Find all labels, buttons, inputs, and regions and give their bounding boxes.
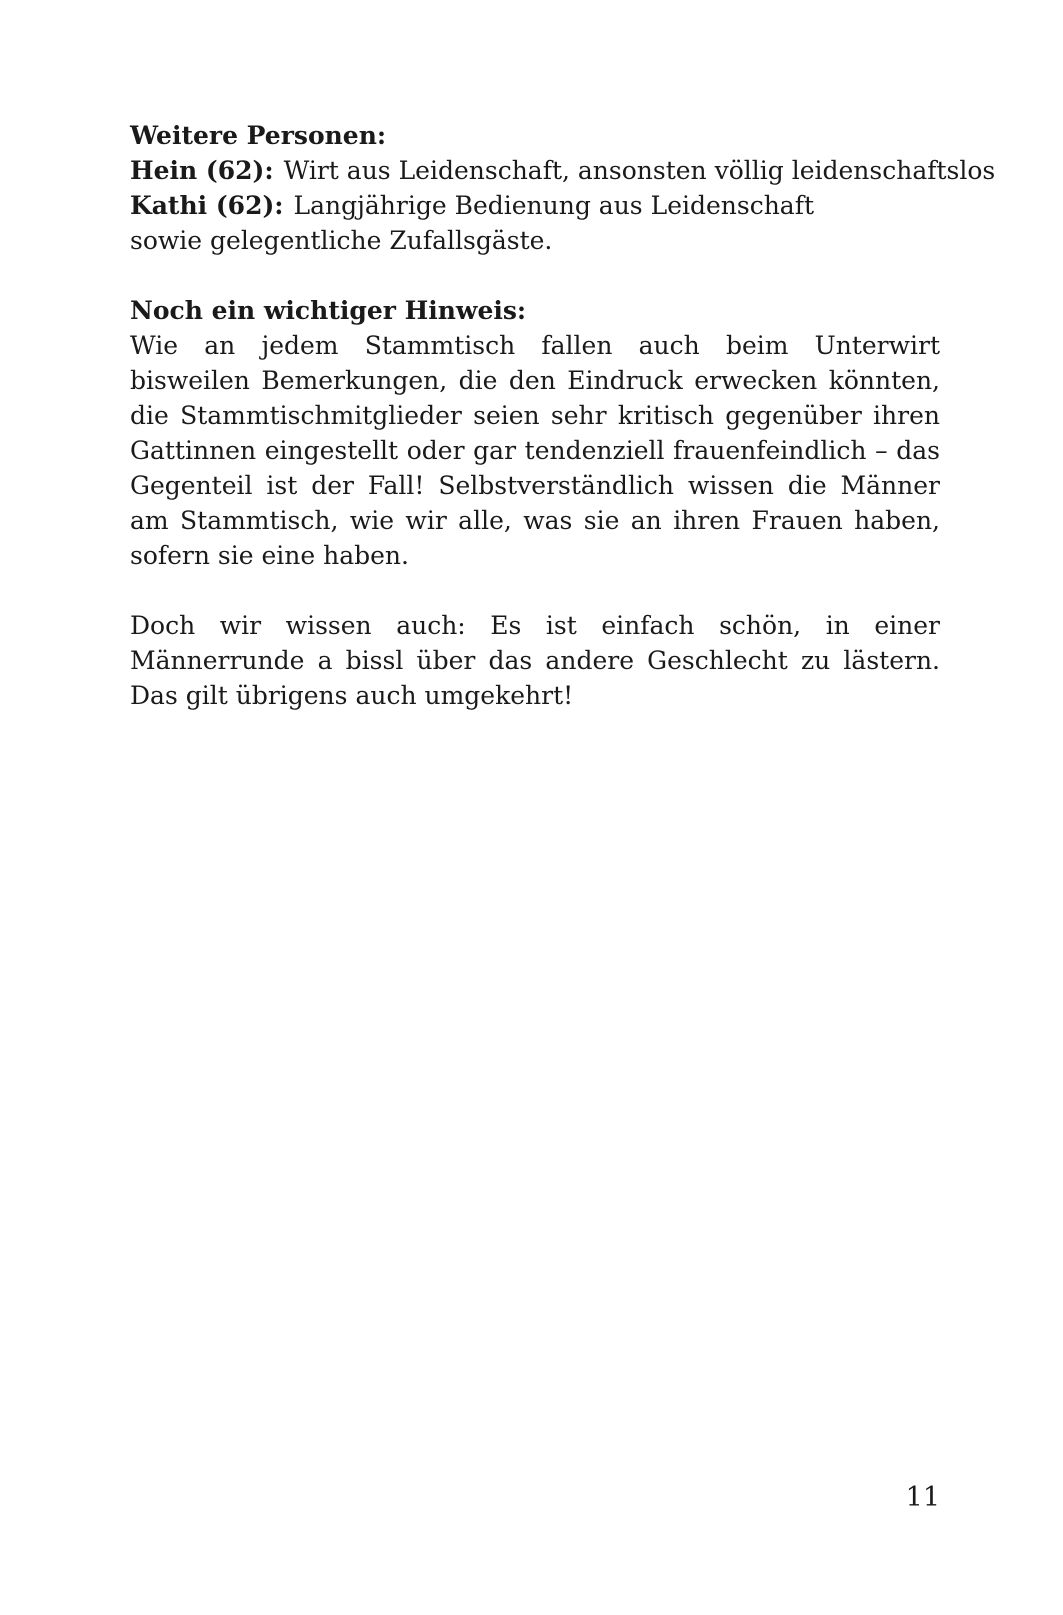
page-number: 11 — [905, 1482, 940, 1513]
heading-wichtiger-hinweis: Noch ein wichtiger Hinweis: — [130, 296, 527, 325]
person-row-hein — [130, 153, 996, 188]
zufallsgaeste-line: sowie gelegentliche Zufallsgäste. — [130, 226, 553, 255]
person-description: Langjährige Bedienung aus Leidenschaft — [293, 191, 815, 220]
person-name: Hein (62): — [130, 156, 274, 185]
person-description: Wirt aus Leidenschaft, ansonsten völlig leidenschaftslos — [283, 156, 996, 185]
person-row-kathi — [130, 188, 940, 223]
person-name: Kathi (62): — [130, 191, 284, 220]
hinweis-paragraph-1: Wie an jedem Stammtisch fallen auch beim Unterwirt bisweilen Bemerkungen, die den Eindruck erwecken könnten, die Stammtischmitglieder seien sehr kritisch gegenüber ihren Gattinnen eingestellt oder gar tendenziell frauenfeindlich – das Gegenteil ist der Fall! Selbstverständlich wissen die Männer am Stammtisch, wie wir alle, was sie an ihren Frauen haben, sofern sie eine haben. — [130, 331, 940, 570]
hinweis-paragraph-2: Doch wir wissen auch: Es ist einfach schön, in einer Männerrunde a bissl über das andere Geschlecht zu lästern. Das gilt übrigens auch umgekehrt! — [130, 611, 940, 710]
page-text — [130, 118, 996, 713]
heading-weitere-personen: Weitere Personen: — [130, 121, 387, 150]
